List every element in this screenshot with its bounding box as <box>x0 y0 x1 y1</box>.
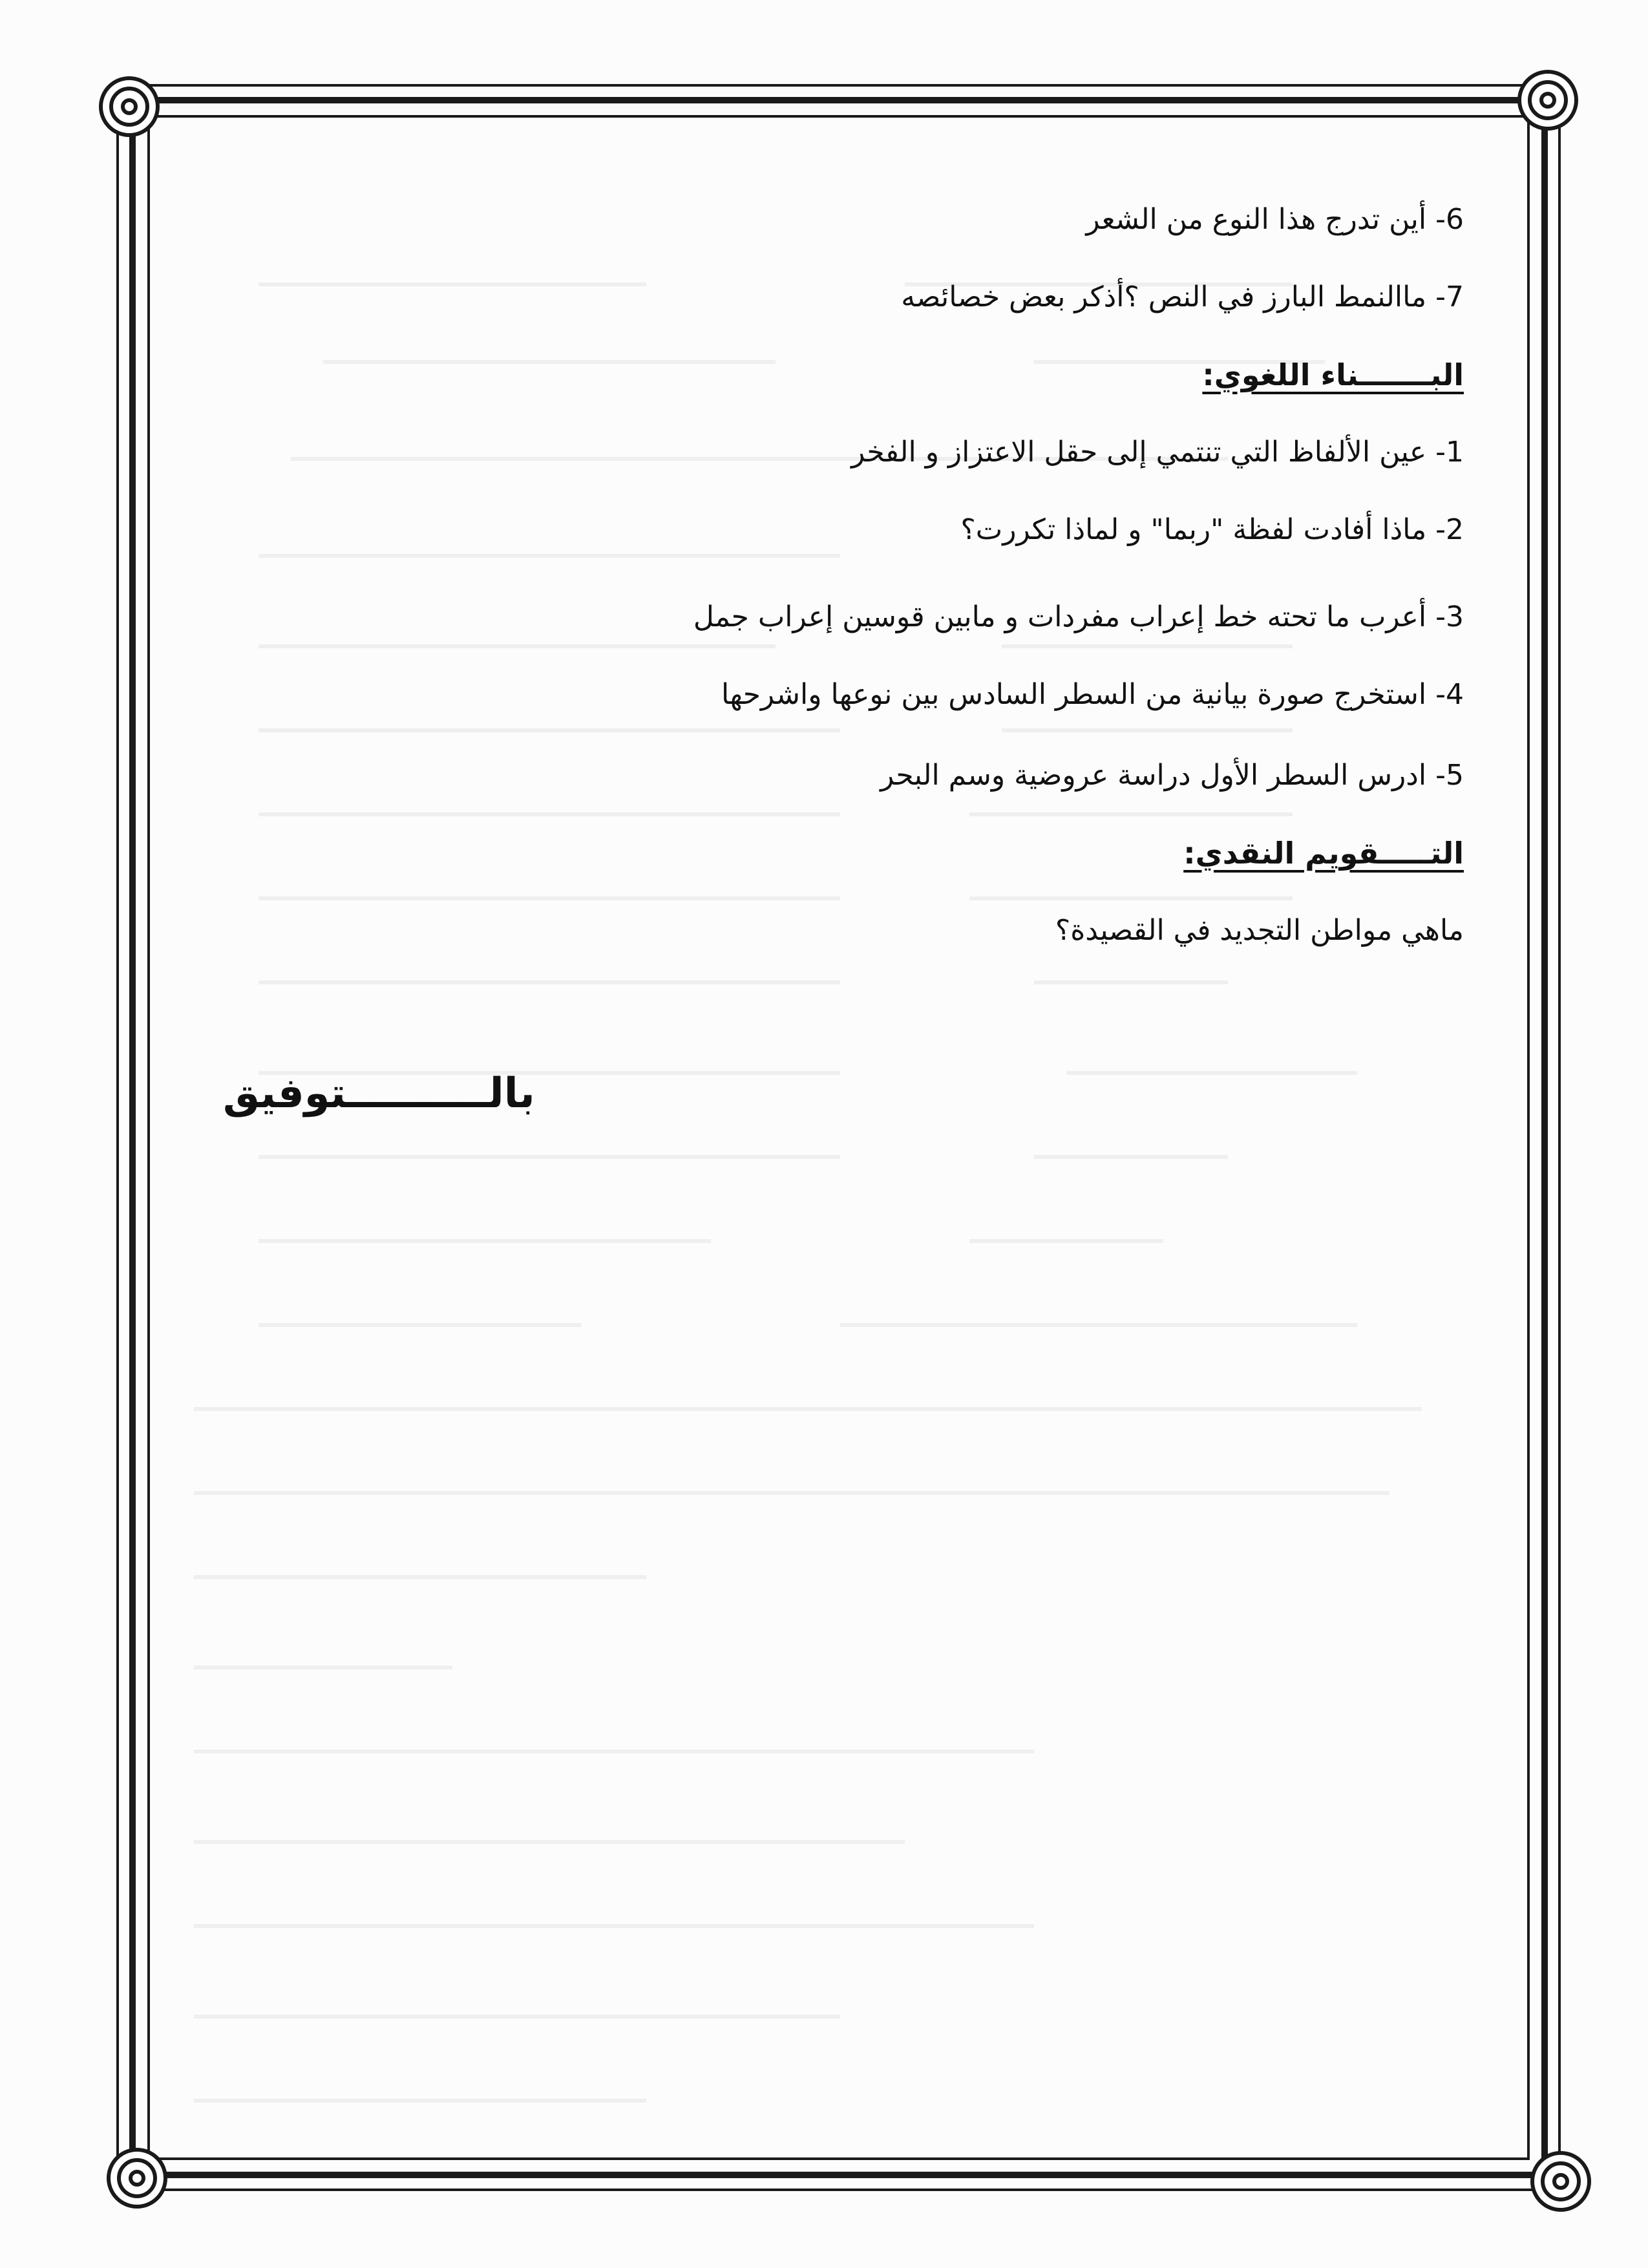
corner-ornament-top-left <box>101 78 158 135</box>
question-6: 6- أين تدرج هذا النوع من الشعر <box>1086 203 1464 236</box>
language-question-2: 2- ماذا أفادت لفظة "ربما" و لماذا تكررت؟ <box>960 513 1464 546</box>
critique-question: ماهي مواطن التجديد في القصيدة؟ <box>1055 914 1464 947</box>
language-question-1: 1- عين الألفاظ التي تنتمي إلى حقل الاعتزاز و الفخر <box>851 436 1464 469</box>
corner-ornament-bottom-right <box>1532 2153 1589 2210</box>
corner-ornament-top-right <box>1519 72 1576 129</box>
section-heading-language: البـــــــناء اللغوي: <box>1202 357 1464 392</box>
section-heading-critique: التـــــقويم النقدي: <box>1183 836 1464 871</box>
corner-ornament-bottom-left <box>109 2150 165 2207</box>
language-question-4: 4- استخرج صورة بيانية من السطر السادس بين نوعها واشرحها <box>721 678 1464 711</box>
language-question-3: 3- أعرب ما تحته خط إعراب مفردات و مابين قوسين إعراب جمل <box>693 600 1464 633</box>
question-7: 7- ماالنمط البارز في النص ؟أذكر بعض خصائصه <box>901 281 1464 313</box>
closing-wish: بالــــــــــتوفيق <box>223 1070 535 1118</box>
language-question-5: 5- ادرس السطر الأول دراسة عروضية وسم البحر <box>880 759 1464 792</box>
